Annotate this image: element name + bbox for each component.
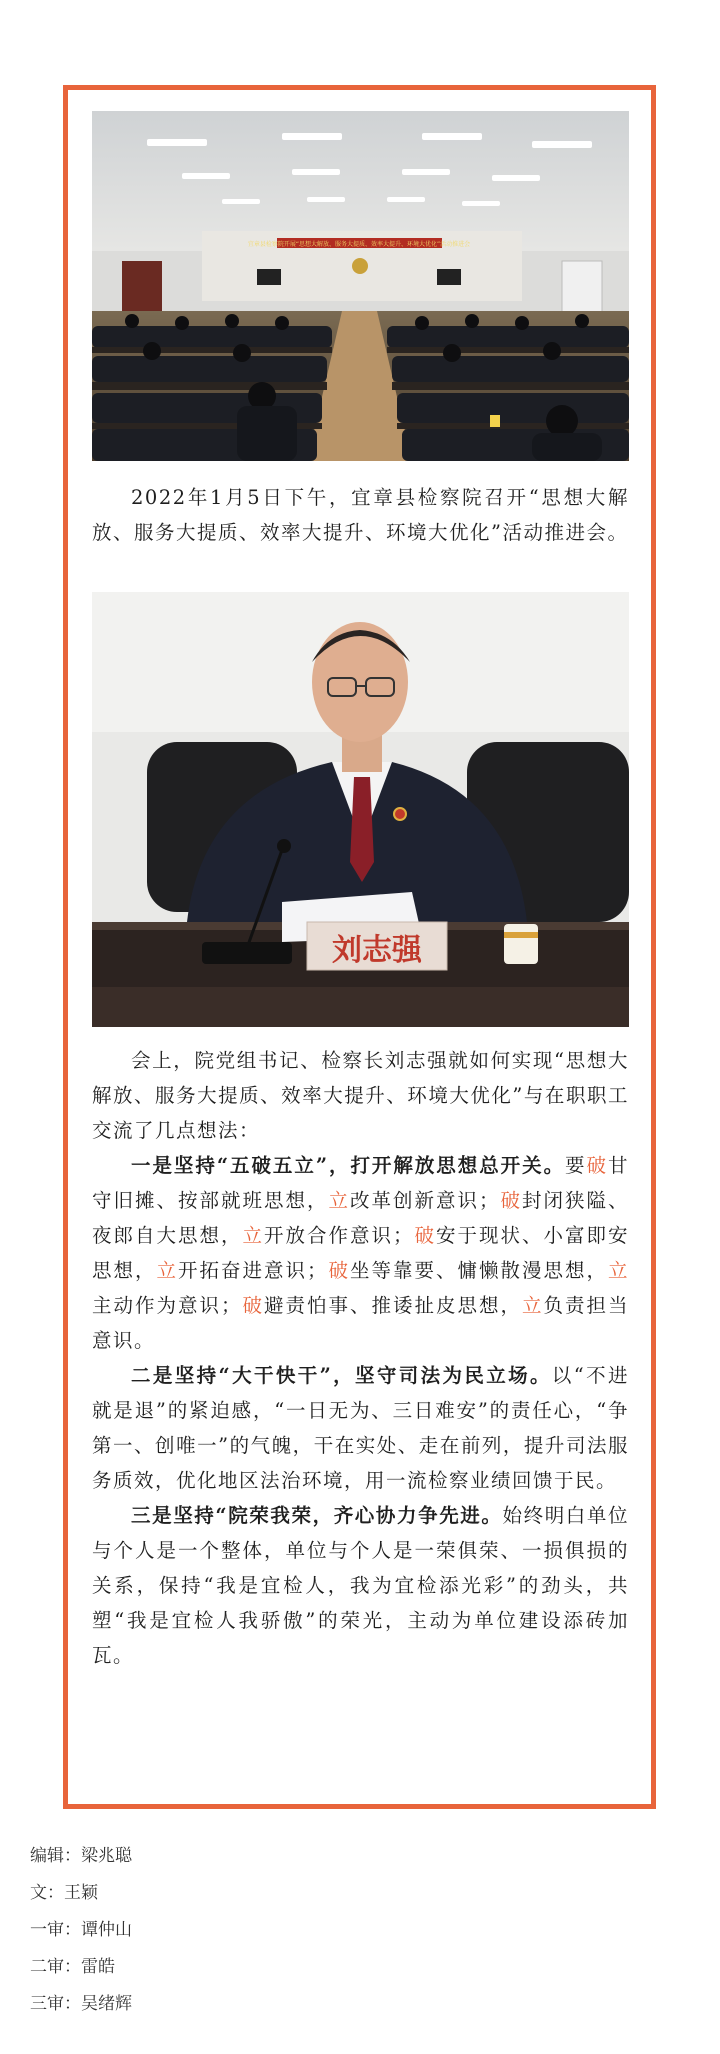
meeting-hall-photo xyxy=(92,111,629,461)
point-3-heading: 三是坚持“院荣我荣，齐心协力争先进。 xyxy=(131,1504,503,1527)
credits xyxy=(30,1838,132,2023)
credit-review-3: 三审：吴绪辉 xyxy=(30,1994,132,2014)
intro-paragraph: 会上，院党组书记、检察长刘志强就如何实现“思想大解放、服务大提质、效率大提升、环境大优化”与在职职工交流了几点想法： xyxy=(92,1049,629,1142)
credit-writer: 文：王颖 xyxy=(30,1883,98,1903)
nameplate: 刘志强 xyxy=(332,933,422,968)
article-body xyxy=(92,1043,629,1673)
credit-editor: 编辑：梁兆聪 xyxy=(30,1846,132,1866)
svg-text:宜章县检察院开展“思想大解放、服务大提质、效率大提升、环境大: 宜章县检察院开展“思想大解放、服务大提质、效率大提升、环境大优化”活动推进会 xyxy=(247,241,471,248)
speaker-photo xyxy=(92,592,629,1027)
point-1-heading: 一是坚持“五破五立”，打开解放思想总开关。 xyxy=(131,1154,566,1177)
point-2-heading: 二是坚持“大干快干”，坚守司法为民立场。 xyxy=(131,1364,552,1387)
point-3-paragraph: 三是坚持“院荣我荣，齐心协力争先进。始终明白单位与个人是一个整体，单位与个人是一荣俱荣、一损俱损的关系，保持“我是宜检人，我为宜检添光彩”的劲头，共塑“我是宜检人我骄傲”的荣光，主动为单位建设添砖加瓦。 xyxy=(92,1504,629,1667)
credit-review-2: 二审：雷皓 xyxy=(30,1957,115,1977)
point-2-paragraph: 二是坚持“大干快干”，坚守司法为民立场。以“不进就是退”的紧迫感，“一日无为、三日难安”的责任心，“争第一、创唯一”的气魄，干在实处、走在前列，提升司法服务质效，优化地区法治环境，用一流检察业绩回馈于民。 xyxy=(92,1364,629,1492)
point-1-paragraph: 一是坚持“五破五立”，打开解放思想总开关。要破甘守旧摊、按部就班思想，立改革创新意识；破封闭狭隘、夜郎自大思想，立开放合作意识；破安于现状、小富即安思想，立开拓奋进意识；破坐等靠要、慵懒散漫思想，立主动作为意识；破避责怕事、推诿扯皮思想，立负责担当意识。 xyxy=(92,1154,629,1352)
credit-review-1: 一审：谭仲山 xyxy=(30,1920,132,1940)
caption-1: 2022年1月5日下午，宜章县检察院召开“思想大解放、服务大提质、效率大提升、环境大优化”活动推进会。 xyxy=(92,486,629,544)
